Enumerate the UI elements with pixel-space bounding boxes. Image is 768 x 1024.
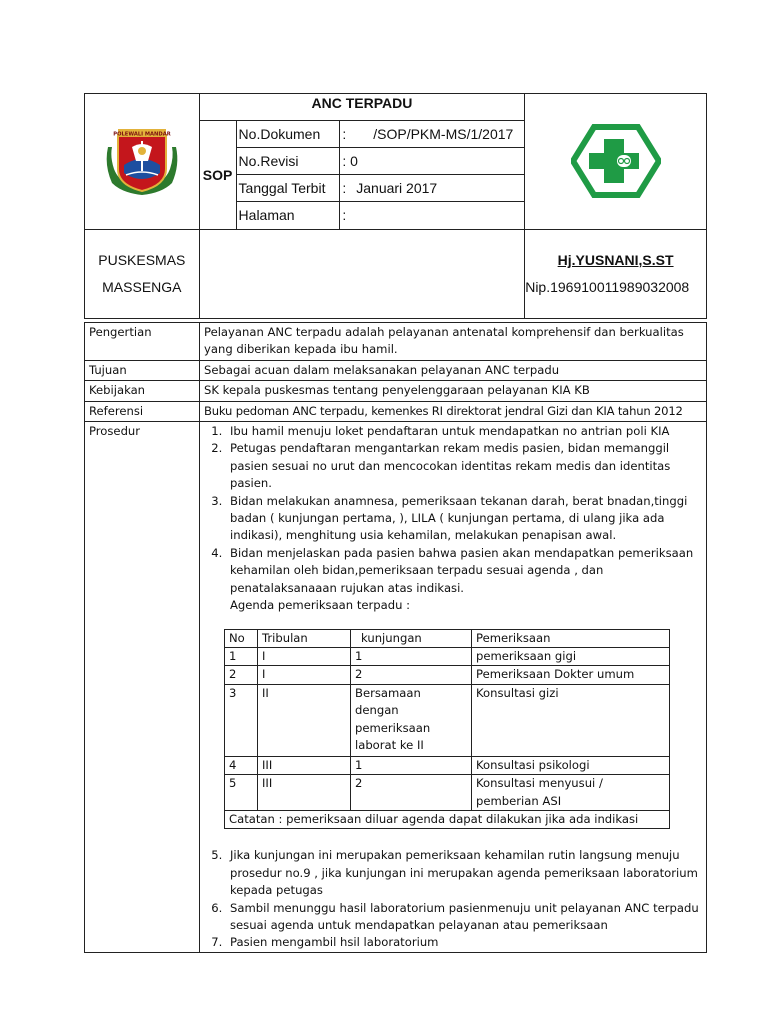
meta-label-no-dokumen: No.Dokumen [236,121,340,148]
agenda-cell: 2 [225,666,258,684]
signer-name: Hj.YUSNANI,S.ST [557,251,674,268]
agenda-row [225,775,670,811]
agenda-cell: Konsultasi menyusui / pemberian ASI [472,775,670,811]
meta-value-tanggal-terbit [340,175,525,202]
row-content [200,422,707,953]
procedure-steps-a [204,423,702,614]
agenda-header-row [225,629,670,647]
row-kebijakan [85,381,707,401]
agenda-row [225,647,670,665]
row-label: Prosedur [85,422,200,953]
agenda-cell: Bersamaan dengan pemeriksaan laborat ke II [351,684,472,756]
procedure-step-text: Bidan menjelaskan pada pasien bahwa pasien akan mendapatkan pemeriksaan kehamilan oleh bidan,pemeriksaan terpadu sesuai agenda , dan penatalaksanaaan rujukan atas indikasi. [230,545,694,595]
agenda-cell: pemeriksaan gigi [472,647,670,665]
agenda-note: Catatan : pemeriksaan diluar agenda dapat dilakukan jika ada indikasi [225,810,670,828]
agenda-cell: 2 [351,775,472,811]
agenda-cell: 1 [225,647,258,665]
meta-sep: : [342,126,347,143]
procedure-step: 3. Bidan melakukan anamnesa, pemeriksaan tekanan darah, berat bnadan,tinggi badan ( kunjungan pertama, ), LILA ( kunjungan pertama, di ulang jika ada indikasi), menghitung usia kehamilan, melakukan penapisan awal. [226,493,702,545]
sop-content-table [84,322,707,953]
regency-emblem-icon [102,125,182,197]
meta-label-tanggal-terbit: Tanggal Terbit [236,175,340,202]
agenda-cell: I [258,666,351,684]
agenda-cell: 1 [351,647,472,665]
agenda-table [224,629,670,830]
organization-name [85,229,200,318]
sop-label: SOP [199,121,236,229]
empty-cell [199,229,525,318]
document-title: ANC TERPADU [199,94,525,121]
agenda-cell: 3 [225,684,258,756]
procedure-steps-b [204,847,702,951]
agenda-row [225,684,670,756]
agenda-header-cell: kunjungan [351,629,472,647]
row-label: Kebijakan [85,381,200,401]
row-content: Buku pedoman ANC terpadu, kemenkes RI direktorat jendral Gizi dan KIA tahun 2012 [200,401,707,421]
agenda-cell: I [258,647,351,665]
meta-label-no-revisi: No.Revisi [236,148,340,175]
procedure-step: 5. Jika kunjungan ini merupakan pemeriksaan kehamilan rutin langsung menuju prosedur no.9 , jika kunjungan ini merupakan agenda pemeriksaan laboratorium kepada petugas [226,847,702,899]
meta-label-halaman: Halaman [236,202,340,229]
agenda-cell: Konsultasi gizi [472,684,670,756]
procedure-step [226,545,702,615]
agenda-cell: III [258,775,351,811]
procedure-step: 7. Pasien mengambil hsil laboratorium [226,934,702,951]
sop-header-table [84,93,707,319]
agenda-cell: 2 [351,666,472,684]
agenda-row [225,756,670,774]
row-label: Referensi [85,401,200,421]
agenda-cell: Pemeriksaan Dokter umum [472,666,670,684]
meta-value-no-revisi: : 0 [340,148,525,175]
row-content: Sebagai acuan dalam melaksanakan pelayanan ANC terpadu [200,360,707,380]
puskesmas-logo-icon [571,123,661,199]
row-tujuan [85,360,707,380]
document-number: /SOP/PKM-MS/1/2017 [373,126,514,143]
row-referensi [85,401,707,421]
row-pengertian [85,323,707,361]
agenda-header-cell: Tribulan [258,629,351,647]
meta-value-halaman: : [340,202,525,229]
agenda-cell: III [258,756,351,774]
agenda-header-cell: Pemeriksaan [472,629,670,647]
agenda-header-cell: No [225,629,258,647]
row-label: Tujuan [85,360,200,380]
agenda-cell: II [258,684,351,756]
procedure-step: 1. Ibu hamil menuju loket pendaftaran untuk mendapatkan no antrian poli KIA [226,423,702,440]
agenda-title: Agenda pemeriksaan terpadu : [230,598,411,613]
agenda-row [225,666,670,684]
agenda-cell: 5 [225,775,258,811]
row-prosedur [85,422,707,953]
agenda-note-row [225,810,670,828]
row-label: Pengertian [85,323,200,361]
meta-value-no-dokumen [340,121,525,148]
row-content: SK kepala puskesmas tentang penyelenggaraan pelayanan KIA KB [200,381,707,401]
issue-date: Januari 2017 [356,180,438,197]
org-line-1: PUSKESMAS [98,251,186,268]
org-line-2: MASSENGA [102,278,182,295]
meta-sep: : [342,180,347,197]
procedure-step: 2. Petugas pendaftaran mengantarkan rekam medis pasien, bidan memanggil pasien sesuai no urut dan mencocokan identitas rekam medis dan identitas pasien. [226,440,702,492]
agenda-cell: Konsultasi psikologi [472,756,670,774]
emblem-banner-text: POLEWALI MANDAR [113,131,171,138]
signer-nip: Nip.196910011989032008 [525,278,690,295]
signature-block [525,229,707,318]
logo-cell-right [525,94,707,230]
row-content: Pelayanan ANC terpadu adalah pelayanan antenatal komprehensif dan berkualitas yang diberikan kepada ibu hamil. [200,323,707,361]
agenda-cell: 4 [225,756,258,774]
procedure-step: 6. Sambil menunggu hasil laboratorium pasienmenuju unit pelayanan ANC terpadu sesuai agenda untuk mendapatkan pelayanan atau pemeriksaan [226,900,702,935]
agenda-cell: 1 [351,756,472,774]
logo-cell-left [85,94,200,230]
